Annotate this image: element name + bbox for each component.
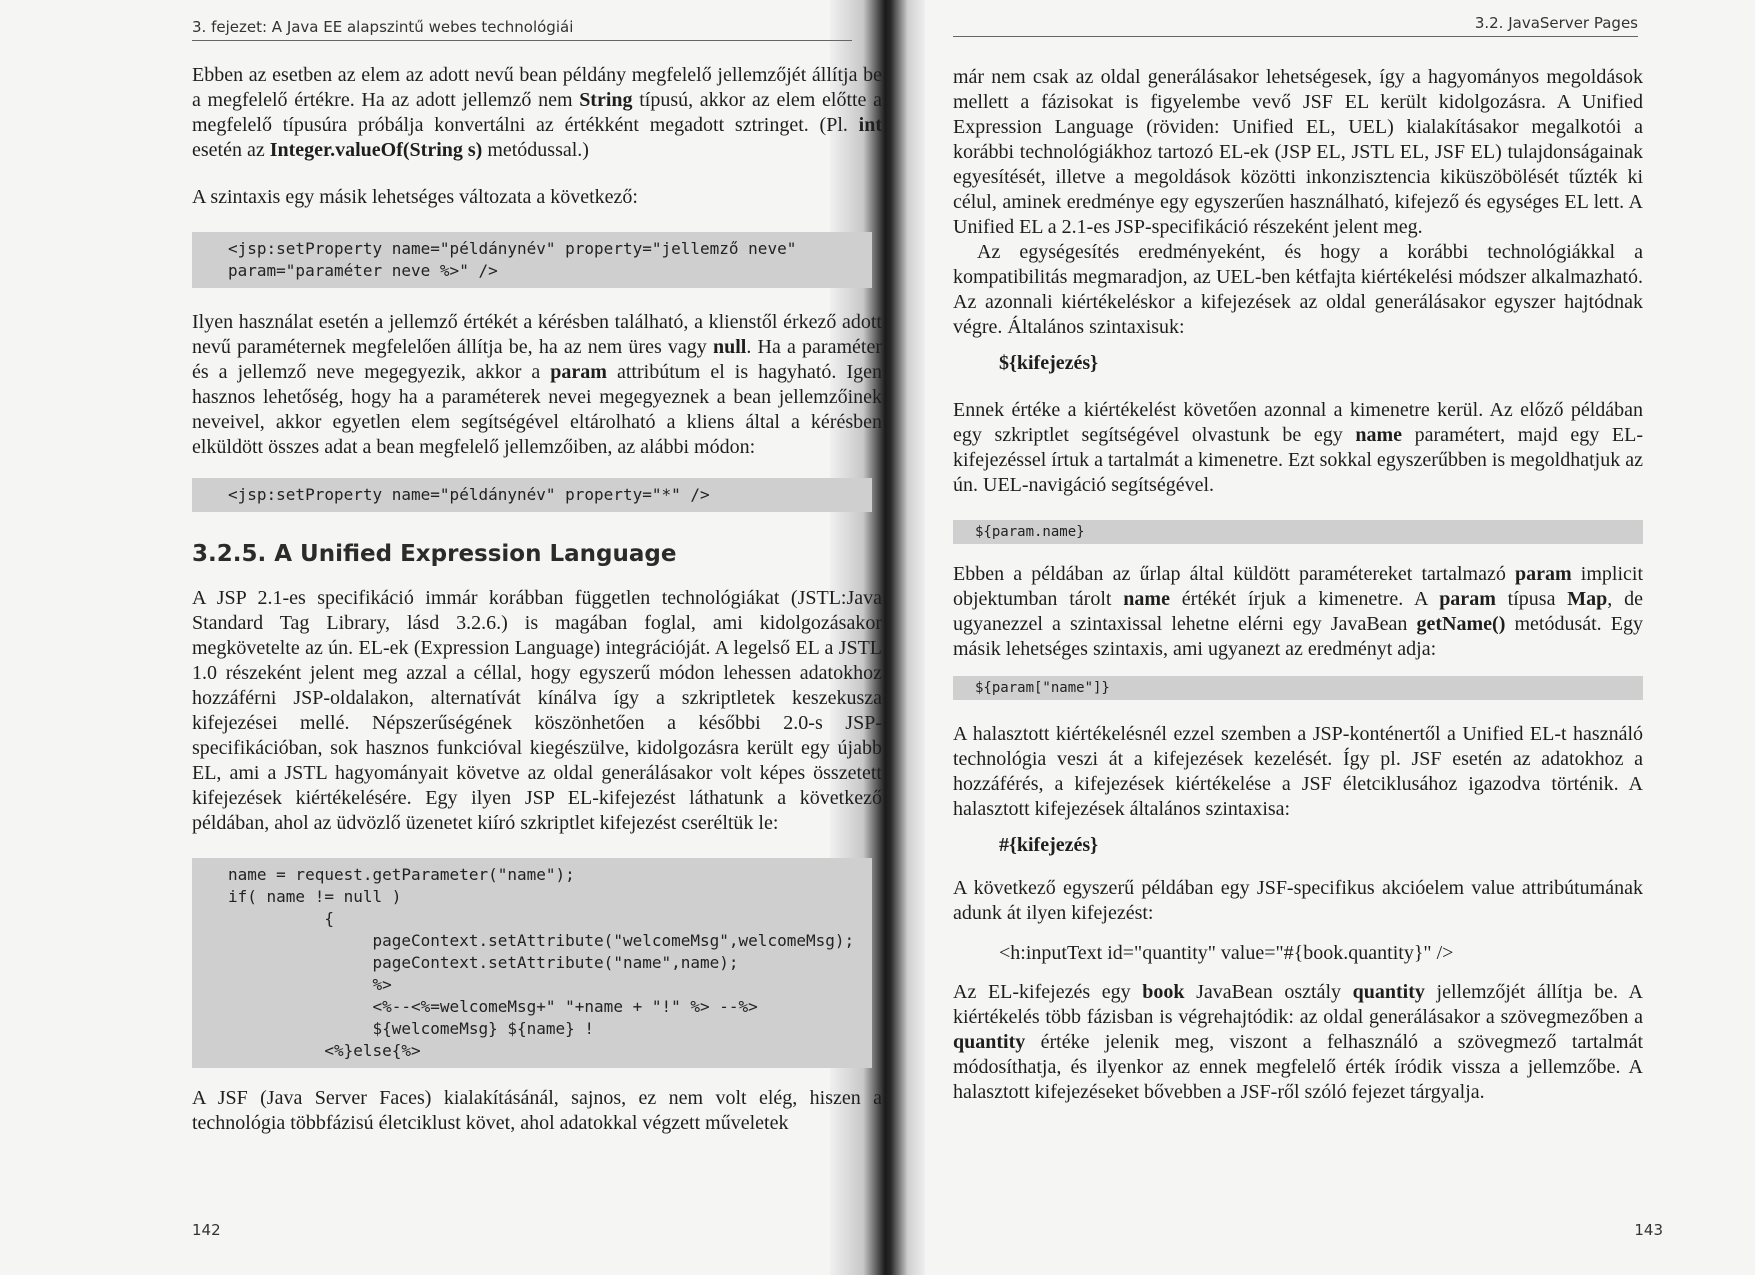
- bold-term: Map: [1567, 588, 1608, 610]
- right-paragraph-6: A következő egyszerű példában egy JSF-specifikus akcióelem value attribútumának adunk át ilyen kifejezést:: [953, 877, 1643, 924]
- code-block-setproperty-param: [192, 232, 872, 288]
- code-line: param="paraméter neve %>" />: [228, 261, 498, 280]
- text-run: Ebben az esetben az elem az adott nevű bean példány megfelelő jellemzőjét állítja be a megfelelő értékre. Ha az adott jellemző nem: [192, 64, 882, 111]
- left-paragraph-1: [192, 63, 882, 163]
- left-running-header: 3. fejezet: A Java EE alapszintű webes technológiái: [192, 18, 852, 41]
- text-run: Ebben a példában az űrlap által küldött paramétereket tartalmazó: [953, 563, 1515, 585]
- code-block-param-name: [953, 520, 1643, 544]
- bold-term: quantity: [953, 1031, 1026, 1053]
- bold-term: book: [1142, 981, 1185, 1003]
- text-run: típusú, akkor az elem előtte a megfelelő típusúra próbálja konvertálni az értékként megadott sztringet. (Pl.: [192, 89, 882, 136]
- text-run: Az EL-kifejezés egy: [953, 981, 1143, 1003]
- text-run: értékét írjuk a kimenetre. A: [1169, 588, 1440, 610]
- deferred-syntax: #{kifejezés}: [999, 834, 1099, 856]
- code-line: <jsp:setProperty name="példánynév" property="*" />: [228, 485, 710, 504]
- left-paragraph-3: [192, 310, 882, 460]
- section-title: 3.2.5. A Unified Expression Language: [192, 541, 677, 567]
- text-run: implicit objektumban tárolt: [953, 563, 1644, 610]
- code-line: <%--<%=welcomeMsg+" "+name + "!" %> --%>: [228, 997, 758, 1016]
- right-paragraph-3: [953, 398, 1643, 498]
- bold-term: name: [1123, 588, 1170, 610]
- right-paragraph-2: Az egységesítés eredményeként, és hogy a korábbi technológiákkal a kompatibilitás megmaradjon, az UEL-ben kétfajta kiértékelési módszer alkalmazható. Az azonnali kiértékeléskor a kifejezések az oldal generálásakor egyszer hajtódnak végre. Általános szintaxisuk:: [953, 241, 1643, 338]
- bold-term: param: [1439, 588, 1496, 610]
- bold-term: String: [579, 89, 633, 111]
- text-run: típusa: [1495, 588, 1568, 610]
- bold-term: param: [550, 361, 607, 383]
- page-number-left: 142: [192, 1221, 221, 1239]
- immediate-syntax: ${kifejezés}: [999, 352, 1099, 374]
- text-run: . Ha a paraméter és a jellemző neve megegyezik, akkor a: [192, 336, 882, 383]
- text-run: paramétert, majd egy EL-kifejezéssel írtuk a tartalmát a kimenetre. Ezt sokkal egyszerűbben is megoldhatjuk az ún. UEL-navigáció segítségével.: [953, 424, 1643, 496]
- text-run: metódusát. Egy másik lehetséges szintaxis, ami ugyanezt az eredményt adja:: [953, 613, 1643, 660]
- text-run: attribútum el is hagyható. Igen hasznos lehetőség, hogy ha a paraméterek nevei megegyeznek a bean jellemzőinek neveivel, akkor egyetlen elem segítségével eltárolható a kliens által a kérésben elküldött összes adat a bean megfelelő jellemzőiben, az alábbi módon:: [192, 361, 882, 458]
- left-paragraph-5: A JSF (Java Server Faces) kialakításánál, sajnos, ez nem volt elég, hiszen a technológia többfázisú életciklust követ, ahol adatokkal végzett műveletek: [192, 1087, 882, 1134]
- text-run: , de ugyanezzel a szintaxissal lehetne elérni egy JavaBean: [953, 588, 1643, 635]
- code-line: ${param.name}: [975, 524, 1085, 540]
- code-line: %>: [228, 975, 392, 994]
- inputtext-example: <h:inputText id="quantity" value="#{book.quantity}" />: [999, 942, 1454, 964]
- code-line: if( name != null ): [228, 887, 402, 906]
- bold-term: int: [858, 114, 882, 136]
- bold-term: null: [712, 336, 747, 358]
- code-line: pageContext.setAttribute("name",name);: [228, 953, 739, 972]
- code-line: name = request.getParameter("name");: [228, 865, 575, 884]
- right-paragraph-4: [953, 562, 1643, 662]
- code-line: ${welcomeMsg} ${name} !: [228, 1019, 595, 1038]
- code-line: {: [228, 909, 334, 928]
- bold-term: param: [1514, 563, 1572, 585]
- code-block-setproperty-star: [192, 478, 872, 512]
- bold-term: quantity: [1352, 981, 1425, 1003]
- text-run: értéke jelenik meg, viszont a felhasználó a szövegmező tartalmát módosíthatja, és ilyenkor az ennek megfelelő érték íródik vissza a jellemzőbe. A halasztott kifejezéseket bővebben a JSF-ről szóló fejezet tárgyalja.: [953, 1031, 1643, 1103]
- right-paragraph-5: A halasztott kiértékelésnél ezzel szemben a JSP-konténertől a Unified EL-t használó technológia veszi át a kifejezések kezelését. Így pl. JSF esetén az adatokhoz a hozzáférés, a kifejezések kiértékelése a JSF életciklusához igazodva történik. A halasztott kifejezések általános szintaxisa:: [953, 723, 1643, 820]
- text-run: JavaBean osztály: [1184, 981, 1353, 1003]
- right-page: [905, 0, 1755, 1275]
- code-block-scriptlet: [192, 858, 872, 1068]
- code-line: pageContext.setAttribute("welcomeMsg",welcomeMsg);: [228, 931, 855, 950]
- text-run: esetén az: [192, 139, 270, 161]
- bold-term: getName(): [1416, 613, 1506, 635]
- code-line: <jsp:setProperty name="példánynév" property="jellemző neve": [228, 239, 797, 258]
- bold-term: Integer.valueOf(String s): [269, 139, 483, 161]
- bold-term: name: [1355, 424, 1403, 446]
- code-block-param-bracket: [953, 676, 1643, 700]
- left-paragraph-4: A JSP 2.1-es specifikáció immár korábban független technológiákat (JSTL:Java Standard Tag Library, lásd 3.2.6.) is magában foglal, ami kidolgozásakor megkövetelte az ún. EL-ek (Expression Language) integrációját. A legelső EL a JSTL 1.0 részeként jelent meg azzal a céllal, hogy egyszerű módon lehessen adatokhoz hozzáférni JSP-oldalakon, alternatívát kínálva így a szkriptletek keszekusza kifejezései mellé. Népszerűségének köszönhetően a későbbi 2.0-s JSP-specifikációban, sok hasznos funkcióval kiegészülve, kidolgozásra került egy újabb EL, ami a JSTL hagyományait követve az oldal generálásakor volt képes összetett kifejezések kiértékelésére. Egy ilyen JSP EL-kifejezést láthatunk a következő példában, ahol az üdvözlő üzenetet kiíró szkriptlet kifejezést cseréltük le:: [192, 587, 882, 834]
- page-number-right: 143: [1634, 1221, 1663, 1239]
- text-run: metódussal.): [482, 139, 589, 161]
- left-paragraph-2: A szintaxis egy másik lehetséges változata a következő:: [192, 186, 638, 208]
- right-paragraph-1: már nem csak az oldal generálásakor lehetségesek, így a hagyományos megoldások mellett a fázisokat is figyelembe vevő JSF EL került kidolgozásra. A Unified Expression Language (röviden: Unified EL, UEL) kialakításakor megalkotói a korábbi technológiákhoz tartozó EL-ek (JSP EL, JSTL EL, JSF EL) tulajdonságainak egyesítését, illetve a megoldások közötti inkonzisztencia kiküszöbölését tűzték ki célul, aminek eredménye egy egyszerűen használható, kifejező és egységes EL lett. A Unified EL a 2.1-es JSP-specifikáció részeként jelent meg.: [953, 66, 1643, 238]
- right-running-header: 3.2. JavaServer Pages: [953, 14, 1638, 37]
- text-run: jellemzőjét állítja be. A kiértékelés több fázisban is végrehajtódik: az oldal generálásakor a szövegmezőben a: [953, 981, 1643, 1028]
- text-run: Ennek értéke a kiértékelést követően azonnal a kimenetre kerül. Az előző példában egy szkriptlet segítségével olvastunk be egy: [953, 399, 1643, 446]
- code-line: <%}else{%>: [228, 1041, 421, 1060]
- right-paragraph-7: [953, 980, 1643, 1105]
- code-line: ${param["name"]}: [975, 680, 1110, 696]
- text-run: Ilyen használat esetén a jellemző értékét a kérésben található, a klienstől érkező adott nevű paraméternek megfelelően állítja be, ha az nem üres vagy: [192, 311, 882, 358]
